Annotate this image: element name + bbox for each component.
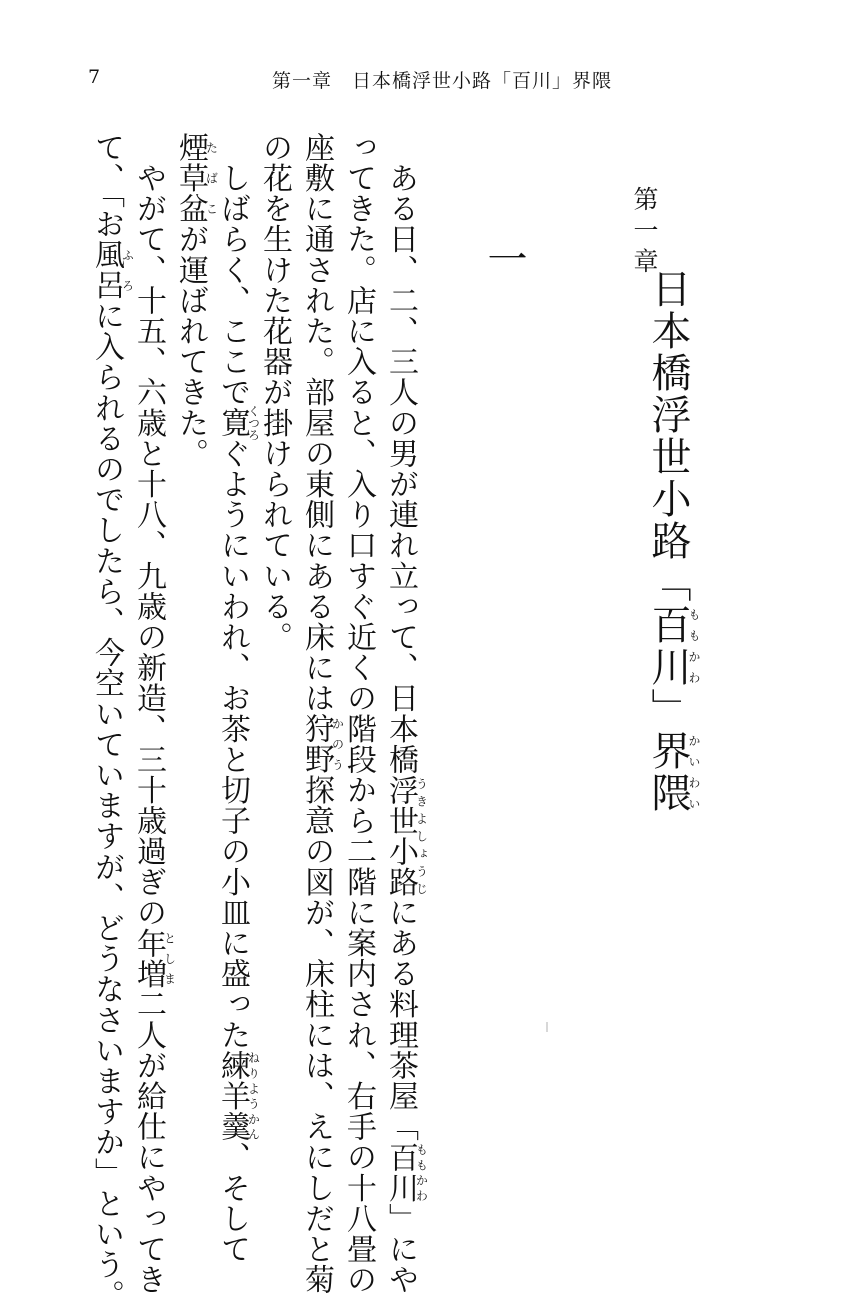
chapter-title-bracket: 」: [645, 688, 691, 730]
section-number: 一: [481, 238, 527, 278]
body-column: 座敷に通された。部屋の東側にある床には狩野かのう探意の図が、床柱には、えにしだと菊: [299, 132, 345, 1295]
chapter-title: [640, 268, 700, 814]
chapter-label: 第一章: [630, 186, 659, 279]
body-column: しばらく、ここで寛くつろぐようにいわれ、お茶と切子の小皿に盛った練羊羹ねりようかん、そして: [215, 132, 261, 1265]
chapter-title-name: 百川ももかわ: [645, 604, 701, 688]
chapter-title-text: 日本橋浮世小路「: [645, 268, 691, 604]
body-column: ある日、二、三人の男が連れ立って、日本橋浮世小路うきよしょうじにある料理茶屋「百川ももかわ」にや: [383, 132, 429, 1295]
body-column: 煙草盆たばこが運ばれてきた。: [173, 132, 219, 469]
body-column: ってきた。店に入ると、入り口すぐ近くの階段から二階に案内され、右手の十八畳の: [341, 132, 376, 1295]
running-header: 第一章 日本橋浮世小路「百川」界隈: [272, 70, 613, 92]
body-column: の花を生けた花器が掛けられている。: [257, 132, 292, 653]
page-number: 7: [88, 66, 101, 88]
body-column: やがて、十五、六歳と十八、九歳の新造、三十歳過ぎの年増としま二人が給仕にやってき: [131, 132, 177, 1295]
scan-speck: [546, 1022, 548, 1032]
chapter-title-end: 界隈かいわい: [645, 730, 701, 814]
body-column: て、「お風呂ふろに入られるのでしたら、今空いていますが、どうなさいますか」という。: [89, 132, 135, 1310]
